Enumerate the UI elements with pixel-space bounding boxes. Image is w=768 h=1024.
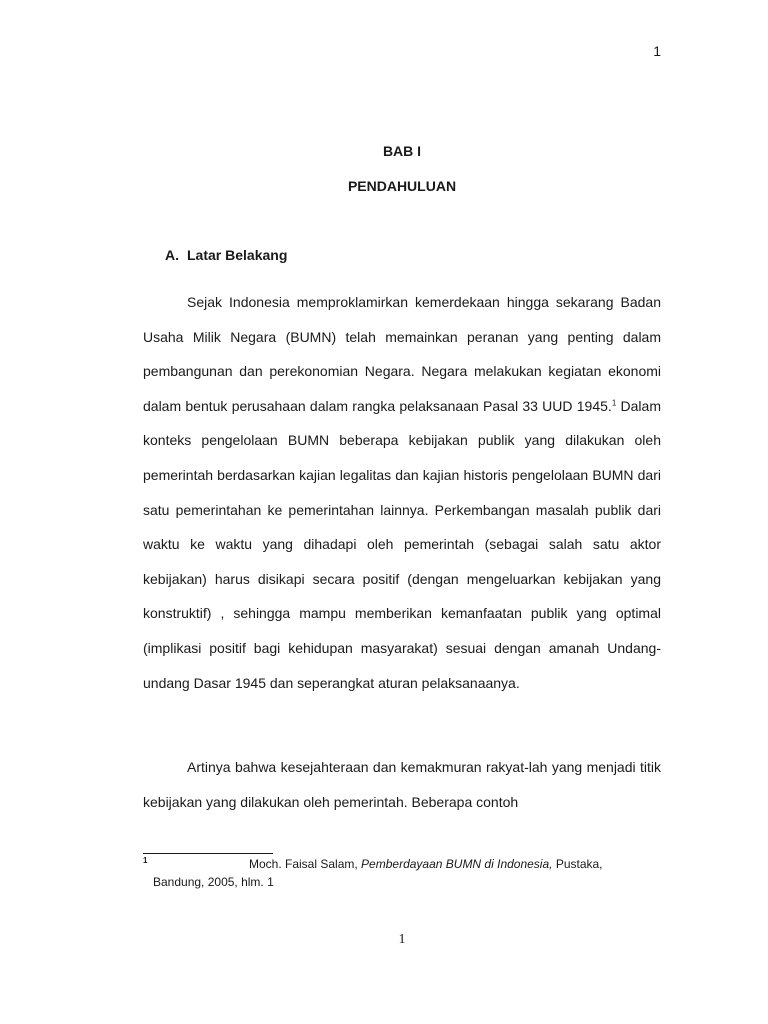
- footnote-line: Bandung, 2005, hlm. 1: [153, 875, 274, 889]
- page-number-top: 1: [653, 43, 661, 59]
- footnote-line: [143, 855, 661, 873]
- footnote-book-title: Pemberdayaan BUMN di Indonesia,: [361, 857, 553, 871]
- paragraph-text: Sejak Indonesia memproklamirkan kemerdekaan hingga sekarang Badan Usaha Milik Negara (BUMN) telah memainkan peranan yang penting dalam pembangunan dan perekonomian Negara. Negara melakukan kegiatan ekonomi dalam bentuk perusahaan dalam rangka pelaksanaan Pasal 33 UUD 1945.: [143, 294, 661, 414]
- footnote-separator: [143, 853, 273, 854]
- paragraph-text: Dalam konteks pengelolaan BUMN beberapa kebijakan publik yang dilakukan oleh pemerintah berdasarkan kajian legalitas dan kajian historis pengelolaan BUMN dari satu pemerintahan ke pemerintahan lainnya. Perkembangan masalah publik dari waktu ke waktu yang dihadapi oleh pemerintah (sebagai salah satu aktor kebijakan) harus disikapi secara positif (dengan mengeluarkan kebijakan yang konstruktif) , sehingga mampu memberikan kemanfaatan publik yang optimal (implikasi positif bagi kehidupan masyarakat) sesuai dengan amanah Undang-undang Dasar 1945 dan seperangkat aturan pelaksanaanya.: [143, 397, 661, 691]
- chapter-number: BAB I: [382, 143, 422, 159]
- footnote: [143, 855, 661, 891]
- paragraph-text: Artinya bahwa kesejahteraan dan kemakmuran rakyat-lah yang menjadi titik kebijakan yang dilakukan oleh pemerintah. Beberapa contoh: [143, 759, 661, 810]
- footnote-author: Moch. Faisal Salam,: [249, 857, 362, 871]
- section-title: Latar Belakang: [187, 247, 288, 263]
- body-paragraph: [143, 750, 661, 819]
- page-number-bottom: 1: [398, 932, 406, 947]
- footnote-publisher: Pustaka,: [552, 857, 603, 871]
- footnote-marker: 1: [143, 856, 148, 865]
- chapter-title: PENDAHULUAN: [347, 178, 457, 194]
- section-heading: [165, 247, 287, 263]
- section-marker: A.: [165, 247, 179, 263]
- body-paragraph: [143, 285, 661, 700]
- footnote-reference: 1: [611, 398, 617, 408]
